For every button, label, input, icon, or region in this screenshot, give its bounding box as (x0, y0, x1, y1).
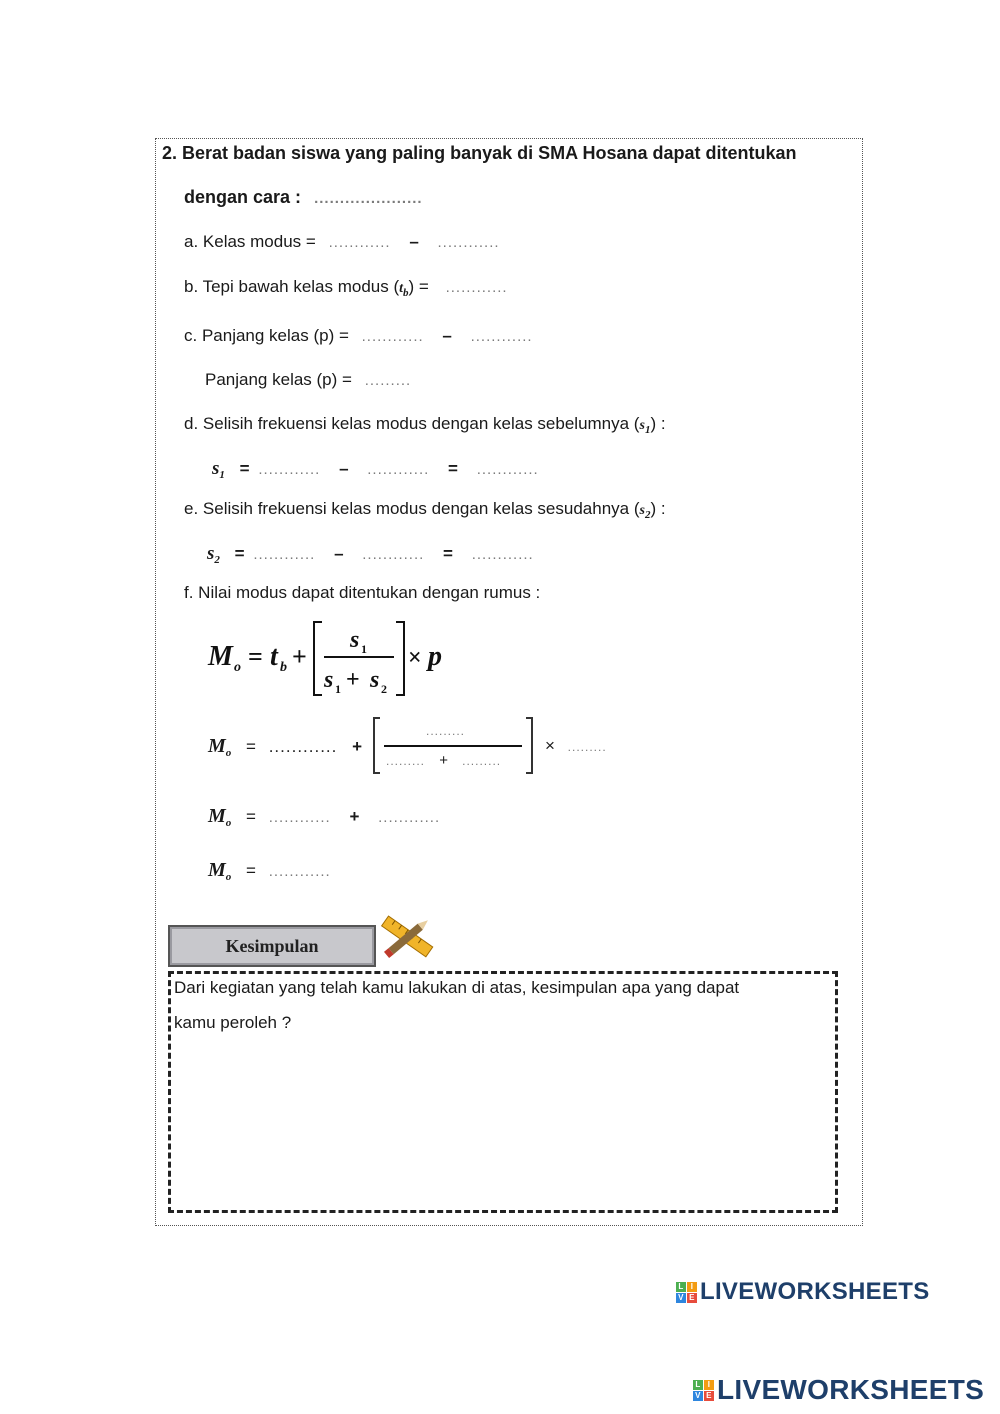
logo-mark-e: E (687, 1293, 697, 1303)
mo-symbol (208, 805, 231, 827)
question-line2 (184, 187, 423, 208)
logo-text: LIVEWORKSHEETS (700, 1278, 930, 1305)
formula-b-sub: b (280, 660, 287, 675)
answer-blank-mo3[interactable]: ............ (268, 863, 331, 880)
logo-mark-l: L (676, 1282, 686, 1292)
question-line2-text: dengan cara : (184, 187, 302, 207)
mo-symbol (208, 859, 231, 881)
answer-blank-mo-p[interactable]: ......... (567, 740, 607, 754)
formula-den-plus: + (346, 667, 360, 693)
answer-blank-cara[interactable]: ..................... (314, 190, 423, 207)
item-d-label: d. Selisih frekuensi kelas modus dengan kelas sebelumnya ( (184, 414, 640, 433)
formula-p: p (428, 641, 442, 672)
s1-symbol (639, 418, 651, 436)
formula-den-sub2: 2 (381, 682, 387, 696)
answer-blank-a1[interactable]: ............ (328, 234, 391, 251)
formula-den-s1: s (324, 667, 334, 693)
s1-symbol (212, 458, 225, 479)
formula-bracket-right (396, 622, 404, 695)
answer-blank-e2[interactable]: ............ (362, 546, 425, 563)
pencil-ruler-icon (378, 912, 438, 962)
logo-mark-i: I (687, 1282, 697, 1292)
item-b (184, 277, 508, 299)
conclusion-header-text: Kesimpulan (225, 935, 319, 956)
item-e-calc (207, 543, 534, 566)
equals-sign: = (443, 544, 453, 563)
mo-line2 (208, 805, 440, 829)
s2-symbol (639, 503, 651, 521)
equals-sign: = (246, 737, 256, 756)
item-c (184, 326, 533, 346)
formula-den-s2: s (370, 667, 380, 693)
bracket-right (526, 718, 532, 773)
s-letter: s (639, 418, 645, 433)
formula-M: M (208, 641, 233, 672)
mo-line1-left (208, 735, 362, 759)
formula-den-sub1: 1 (335, 682, 341, 696)
formula-plus: + (292, 642, 307, 671)
liveworksheets-logo-bottom[interactable] (693, 1374, 984, 1406)
item-d (184, 414, 666, 436)
liveworksheets-logo-top[interactable] (676, 1278, 930, 1306)
logo-mark-e: E (704, 1391, 714, 1401)
sub-2: 2 (214, 554, 220, 566)
answer-blank-c1[interactable]: ............ (361, 328, 424, 345)
answer-blank-d2[interactable]: ............ (367, 461, 430, 478)
item-e (184, 499, 666, 521)
mo-denominator (386, 752, 501, 769)
answer-blank-a2[interactable]: ............ (437, 234, 500, 251)
logo-mark-v: V (676, 1293, 686, 1303)
item-b-label: b. Tepi bawah kelas modus ( (184, 277, 400, 296)
mode-formula (200, 615, 460, 700)
logo-mark-v: V (693, 1391, 703, 1401)
plus-sign: + (352, 737, 363, 756)
times-sign: × (545, 736, 555, 755)
s-letter: s (212, 458, 220, 479)
item-a (184, 232, 500, 252)
plus-sign: + (349, 807, 360, 826)
formula-num-s: s (350, 627, 360, 653)
equals-sign: = (234, 544, 245, 563)
minus-sign: – (442, 326, 452, 345)
question-title: 2. Berat badan siswa yang paling banyak di SMA Hosana dapat ditentukan (162, 143, 797, 163)
logo-mark-icon (693, 1380, 714, 1401)
answer-blank-e3[interactable]: ............ (471, 546, 534, 563)
equals-sign: = (246, 807, 256, 826)
sub-1: 1 (644, 424, 651, 436)
minus-sign: – (339, 459, 349, 478)
o-subscript: o (225, 747, 232, 759)
answer-blank-d3[interactable]: ............ (476, 461, 539, 478)
formula-t: t (270, 641, 278, 672)
minus-sign: – (334, 544, 344, 563)
item-e-end: ) : (650, 499, 666, 518)
s-letter: s (639, 503, 645, 518)
answer-blank-d1[interactable]: ............ (258, 461, 321, 478)
logo-text: LIVEWORKSHEETS (717, 1374, 985, 1405)
item-c2 (205, 370, 411, 390)
mo-symbol (208, 735, 231, 757)
formula-bracket-left (314, 622, 322, 695)
item-d-end: ) : (650, 414, 666, 433)
conclusion-header (168, 925, 376, 967)
item-f-label: f. Nilai modus dapat ditentukan dengan rumus : (184, 583, 541, 602)
item-d-calc (212, 458, 539, 481)
conclusion-answer-box[interactable] (168, 971, 838, 1213)
answer-blank-e1[interactable]: ............ (253, 546, 316, 563)
answer-blank-mo2-1[interactable]: ............ (268, 809, 331, 826)
answer-blank-mo2-2[interactable]: ............ (378, 809, 441, 826)
logo-mark-l: L (693, 1380, 703, 1390)
equals-sign: = (448, 459, 458, 478)
b-subscript: b (403, 287, 409, 299)
item-c-label: c. Panjang kelas (p) = (184, 326, 349, 345)
answer-blank-c3[interactable]: ......... (364, 372, 412, 389)
formula-o-sub: o (234, 660, 241, 675)
M-letter: M (208, 735, 226, 757)
equals-sign: = (239, 459, 250, 478)
o-subscript: o (225, 817, 232, 829)
item-b-suffix: ) = (408, 277, 429, 296)
minus-sign: – (409, 232, 419, 251)
answer-blank-mo-den2[interactable]: ......... (462, 754, 502, 768)
tb-symbol (399, 281, 409, 299)
answer-blank-mo-den1[interactable]: ......... (386, 754, 426, 768)
mo-times (545, 736, 607, 756)
t-letter: t (399, 281, 404, 296)
item-a-label: a. Kelas modus = (184, 232, 316, 251)
answer-blank-c2[interactable]: ............ (470, 328, 533, 345)
M-letter: M (208, 805, 226, 827)
formula-num-sub1: 1 (361, 642, 367, 656)
answer-blank-b[interactable]: ............ (445, 279, 508, 296)
conclusion-line2: kamu peroleh ? (174, 1013, 292, 1032)
formula-times: × (408, 645, 422, 671)
answer-blank-mo-num[interactable]: ......... (426, 724, 466, 738)
s-letter: s (207, 543, 215, 564)
sub-1: 1 (219, 469, 225, 481)
equals-sign: = (246, 861, 256, 880)
item-c2-label: Panjang kelas (p) = (205, 370, 352, 389)
formula-equals: = (248, 642, 263, 671)
logo-mark-i: I (704, 1380, 714, 1390)
conclusion-line1: Dari kegiatan yang telah kamu lakukan di atas, kesimpulan apa yang dapat (174, 978, 740, 997)
logo-mark-icon (676, 1282, 697, 1303)
s2-symbol (207, 543, 220, 564)
bracket-left (374, 718, 380, 773)
item-e-label: e. Selisih frekuensi kelas modus dengan kelas sesudahnya ( (184, 499, 640, 518)
o-subscript: o (225, 871, 232, 883)
answer-blank-mo-tb[interactable]: ............ (268, 737, 338, 756)
mo-line3 (208, 859, 331, 883)
M-letter: M (208, 859, 226, 881)
plus-sign: + (439, 752, 448, 769)
sub-2: 2 (644, 509, 651, 521)
